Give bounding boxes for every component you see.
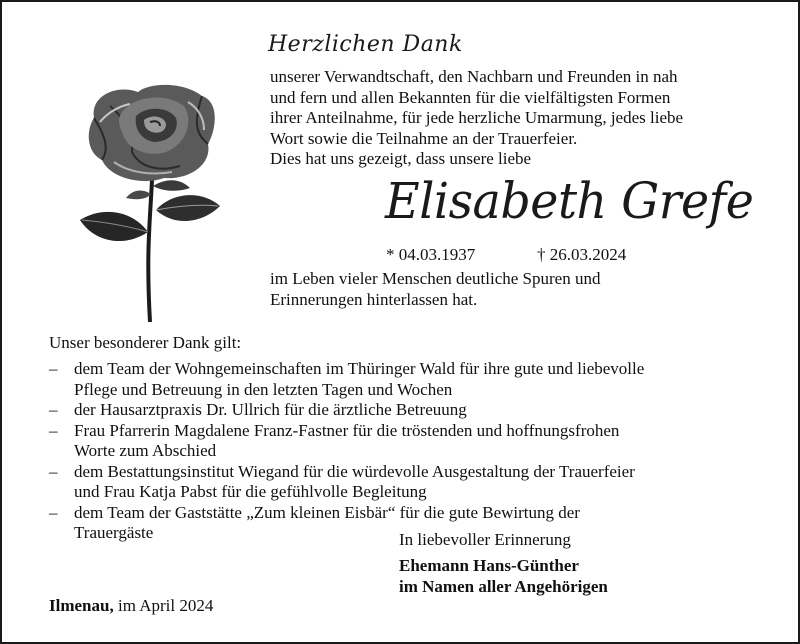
list-dash: – [49,420,58,440]
birth-date: * 04.03.1937 [386,245,476,264]
list-item-line: dem Team der Wohngemeinschaften im Thüringer Wald für ihre gute und liebevolle [74,359,645,378]
list-item [49,359,789,400]
thanks-intro: Unser besonderer Dank gilt: [49,333,242,352]
list-item [49,462,789,503]
list-item-line: Pflege und Betreuung in den letzten Tagen und Wochen [74,379,453,399]
intro-line: Wort sowie die Teilnahme an der Trauerfeier. [270,128,578,148]
thanks-list [49,359,789,544]
list-item-line: Worte zum Abschied [74,441,217,460]
death-date: † 26.03.2024 [537,245,627,264]
list-item-line: dem Team der Gaststätte „Zum kleinen Eisbär“ für die gute Bewirtung der [74,502,580,522]
intro-line: Dies hat uns gezeigt, dass unsere liebe [270,149,532,168]
list-item-line: der Hausarztpraxis Dr. Ullrich für die ärztliche Betreuung [74,400,467,419]
list-dash: – [49,400,58,419]
intro-line: und fern und allen Bekannten für die vielfältigsten Formen [270,87,671,107]
legacy-line: im Leben vieler Menschen deutliche Spuren und [270,269,601,288]
place: Ilmenau, [49,596,114,615]
place-date [49,596,213,617]
list-dash: – [49,502,58,522]
signer-line: im Namen aller Angehörigen [399,576,608,596]
list-item-line: dem Bestattungsinstitut Wiegand für die würdevolle Ausgestaltung der Trauerfeier [74,461,635,481]
list-item-line: Frau Pfarrerin Magdalene Franz-Fastner für die tröstenden und hoffnungsfrohen [74,420,620,440]
list-item-line: und Frau Katja Pabst für die gefühlvolle Begleitung [74,482,427,501]
signer-line: Ehemann Hans-Günther [399,556,579,575]
deceased-name: Elisabeth Grefe [385,172,754,230]
list-item-line: Trauergäste [74,523,154,542]
legacy-line: Erinnerungen hinterlassen hat. [270,289,478,309]
intro-line: ihrer Anteilnahme, für jede herzliche Umarmung, jedes liebe [270,108,684,127]
memory-line: In liebevoller Erinnerung [399,530,571,549]
intro-line: unserer Verwandtschaft, den Nachbarn und Freunden in nah [270,67,678,86]
heading: Herzlichen Dank [268,32,463,57]
list-dash: – [49,359,58,378]
list-dash: – [49,461,58,481]
rose-icon [80,82,228,322]
signature-block [399,556,608,597]
list-item [49,421,789,462]
legacy-text [270,269,600,310]
intro-text [270,67,790,170]
list-item [49,400,789,421]
date: im April 2024 [117,596,214,615]
